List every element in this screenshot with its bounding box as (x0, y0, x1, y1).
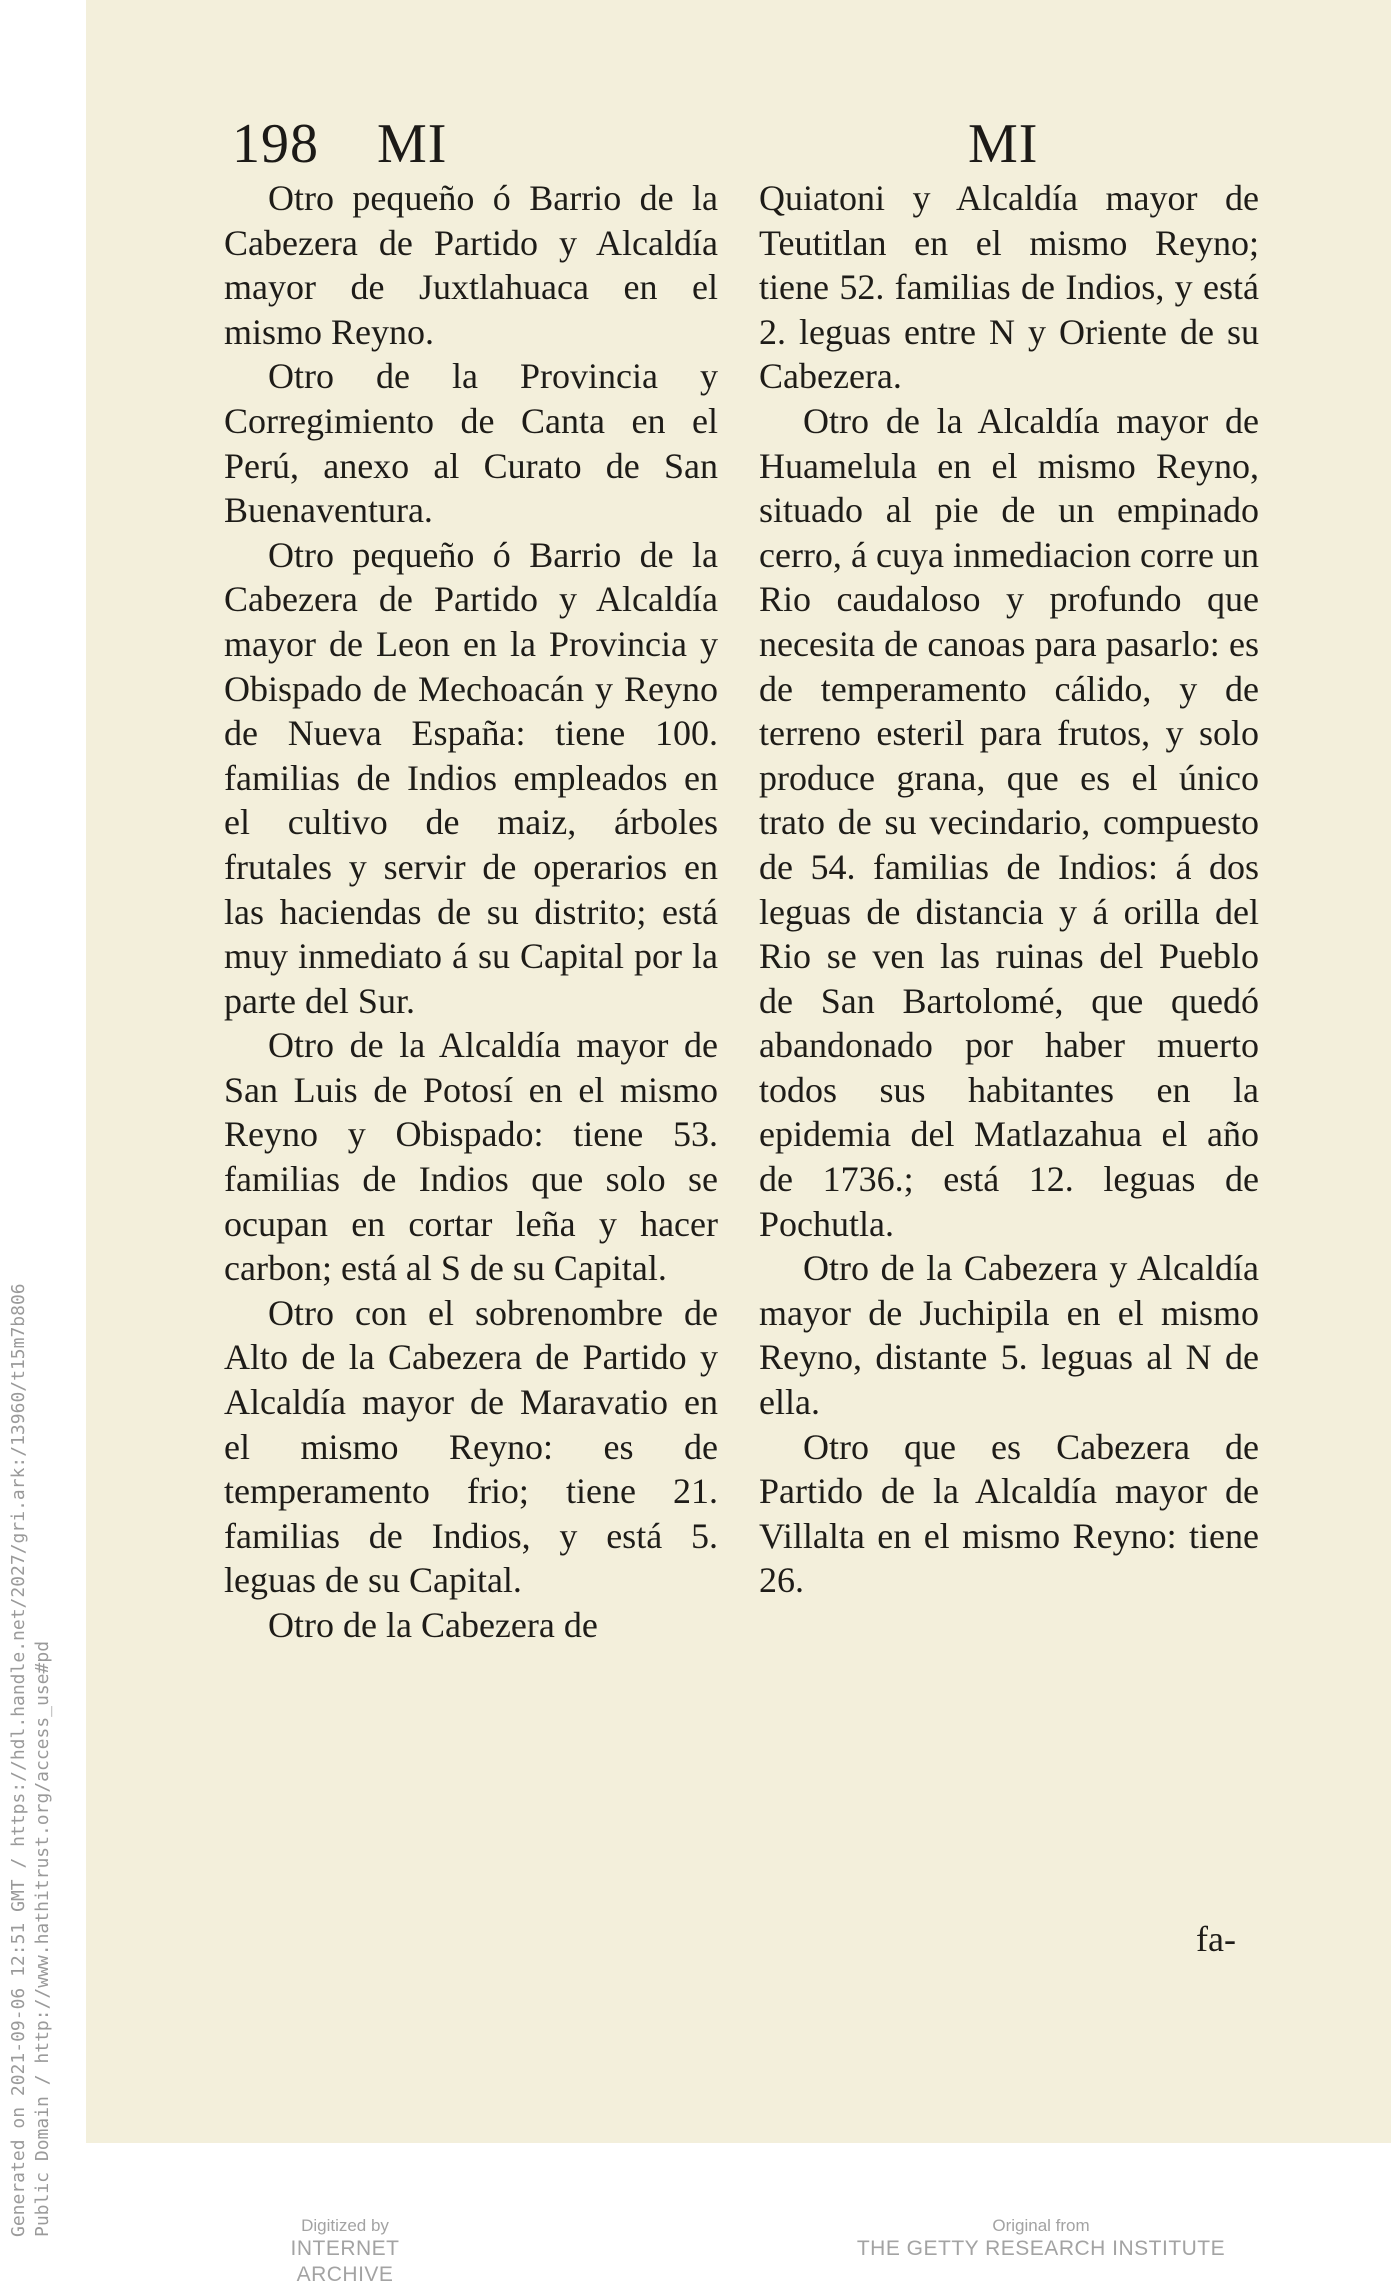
getty-institute-label: THE GETTY RESEARCH INSTITUTE (856, 2237, 1226, 2260)
entry-paragraph: Otro que es Cabezera de Partido de la Alcaldía mayor de Villalta en el mismo Reyno: tiene 26. (759, 1426, 1259, 1601)
page-header-left (232, 112, 447, 176)
running-head-right: MI (968, 113, 1039, 175)
original-from-label: Original from (992, 2216, 1090, 2235)
digitized-by-credit (240, 2216, 450, 2288)
entry-paragraph: Otro de la Cabezera y Alcaldía mayor de Juchipila en el mismo Reyno, distante 5. leguas al N de ella. (759, 1248, 1259, 1423)
entry-paragraph: Otro con el sobrenombre de Alto de la Cabezera de Partido y Alcaldía mayor de Maravatio en el mismo Reyno: es de temperamento frio; tiene 21. familias de Indios, y está 5. leguas de su Capital. (224, 1292, 718, 1601)
internet-archive-label: INTERNET ARCHIVE (290, 2237, 400, 2286)
right-text-column (759, 176, 1259, 1603)
entry-paragraph: Otro de la Alcaldía mayor de Huamelula en el mismo Reyno, situado al pie de un empinado cerro, á cuya inmediacion corre un Rio caudaloso y profundo que necesita de canoas para pasarlo: es de temperamento cálido, y de terreno esteril para frutos, y solo produce grana, que es el único trato de su vecindario, compuesto de 54. familias de Indios: á dos leguas de distancia y á orilla del Rio se ven las ruinas del Pueblo de San Bartolomé, que quedó abandonado por haber muerto todos sus habitantes en la epidemia del Matlazahua el año de 1736.; está 12. leguas de Pochutla. (759, 400, 1259, 1244)
entry-paragraph: Otro pequeño ó Barrio de la Cabezera de Partido y Alcaldía mayor de Juxtlahuaca en el mismo Reyno. (224, 178, 718, 352)
entry-paragraph-continued: Quiatoni y Alcaldía mayor de Teutitlan en el mismo Reyno; tiene 52. familias de Indios, y está 2. leguas entre N y Oriente de su Cabezera. (759, 178, 1259, 397)
entry-paragraph: Otro de la Cabezera de (268, 1605, 598, 1645)
watermark-public-domain-line: Public Domain / http://www.hathitrust.org/access_use#pd (32, 1640, 53, 2237)
entry-paragraph: Otro pequeño ó Barrio de la Cabezera de Partido y Alcaldía mayor de Leon en la Provincia y Obispado de Mechoacán y Reyno de Nueva España: tiene 100. familias de Indios empleados en el cultivo de maiz, árboles frutales y servir de operarios en las haciendas de su distrito; está muy inmediato á su Capital por la parte del Sur. (224, 534, 718, 1021)
running-head-left: MI (377, 113, 448, 175)
entry-paragraph: Otro de la Alcaldía mayor de San Luis de Potosí en el mismo Reyno y Obispado: tiene 53. familias de Indios que solo se ocupan en cortar leña y hacer carbon; está al S de su Capital. (224, 1025, 718, 1289)
entry-paragraph: Otro de la Provincia y Corregimiento de Canta en el Perú, anexo al Curato de San Buenaventura. (224, 356, 718, 531)
left-text-column (224, 176, 718, 1648)
side-watermark (2, 1107, 62, 2237)
catchword: fa- (1196, 1919, 1236, 1959)
watermark-generated-line: Generated on 2021-09-06 12:51 GMT / https://hdl.handle.net/2027/gri.ark:/13960/t15m7b806 (8, 1283, 29, 2237)
original-from-credit (856, 2216, 1226, 2262)
page-number: 198 (232, 113, 319, 175)
digitized-by-label: Digitized by (301, 2216, 389, 2235)
